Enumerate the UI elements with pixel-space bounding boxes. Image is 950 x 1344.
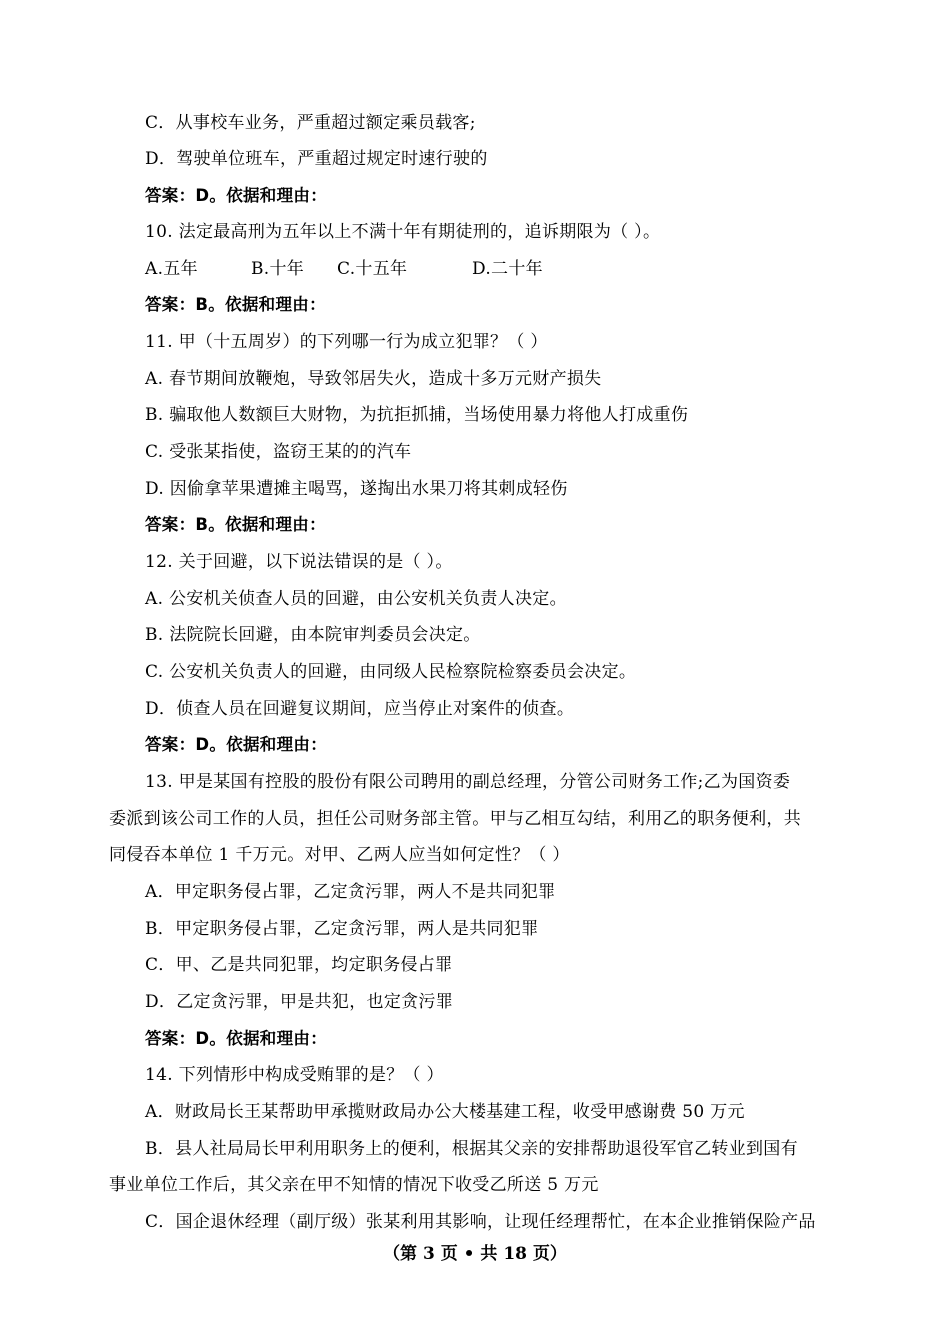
- option-line: C. 受张某指使，盗窃王某的的汽车: [145, 442, 412, 462]
- option-line: C．国企退休经理（副厅级）张某利用其影响，让现任经理帮忙，在本企业推销保险产品: [145, 1212, 816, 1232]
- answer-line: 答案：D。依据和理由：: [145, 1029, 327, 1048]
- answer-line: 答案：D。依据和理由：: [145, 186, 327, 205]
- option-line: D. 因偷拿苹果遭摊主喝骂，遂掏出水果刀将其刺成轻伤: [145, 479, 568, 499]
- option-line: A. 公安机关侦查人员的回避，由公安机关负责人决定。: [145, 589, 567, 609]
- option-line: A．财政局长王某帮助甲承揽财政局办公大楼基建工程，收受甲感谢费 50 万元: [145, 1102, 745, 1122]
- answer-line: 答案：B。依据和理由：: [145, 295, 326, 314]
- option-d: D.二十年: [472, 259, 543, 279]
- option-line: C. 公安机关负责人的回避，由同级人民检察院检察委员会决定。: [145, 662, 637, 682]
- option-line: B．县人社局局长甲利用职务上的便利，根据其父亲的安排帮助退役军官乙转业到国有: [145, 1139, 798, 1159]
- question-line: 同侵吞本单位 1 千万元。对甲、乙两人应当如何定性？（ ）: [109, 845, 570, 865]
- option-line: B. 法院院长回避，由本院审判委员会决定。: [145, 625, 481, 645]
- question-line: 13. 甲是某国有控股的股份有限公司聘用的副总经理，分管公司财务工作;乙为国资委: [145, 772, 791, 792]
- option-b: B.十年: [251, 259, 305, 279]
- answer-line: 答案：B。依据和理由：: [145, 515, 326, 534]
- option-a: A.五年: [145, 259, 198, 279]
- option-c: C.十五年: [337, 259, 408, 279]
- page-number-footer: （第 3 页 • 共 18 页）: [383, 1244, 567, 1264]
- answer-line: 答案：D。依据和理由：: [145, 735, 327, 754]
- question-line: 10. 法定最高刑为五年以上不满十年有期徒刑的，追诉期限为（ ）。: [145, 222, 661, 242]
- option-line: D．驾驶单位班车，严重超过规定时速行驶的: [145, 149, 488, 169]
- question-line: 12. 关于回避，以下说法错误的是（ ）。: [145, 552, 453, 572]
- option-line: D．乙定贪污罪，甲是共犯，也定贪污罪: [145, 992, 454, 1012]
- question-line: 14. 下列情形中构成受贿罪的是？（ ）: [145, 1065, 444, 1085]
- option-line: A. 春节期间放鞭炮，导致邻居失火，造成十多万元财产损失: [145, 369, 602, 389]
- option-line: A．甲定职务侵占罪，乙定贪污罪，两人不是共同犯罪: [145, 882, 556, 902]
- option-line: B. 骗取他人数额巨大财物，为抗拒抓捕，当场使用暴力将他人打成重伤: [145, 405, 689, 425]
- option-line: 事业单位工作后，其父亲在甲不知情的情况下收受乙所送 5 万元: [109, 1175, 599, 1195]
- option-line: C．甲、乙是共同犯罪，均定职务侵占罪: [145, 955, 453, 975]
- question-line: 委派到该公司工作的人员，担任公司财务部主管。甲与乙相互勾结，利用乙的职务便利，共: [109, 809, 801, 829]
- option-line: C．从事校车业务，严重超过额定乘员载客;: [145, 113, 476, 133]
- option-line: B．甲定职务侵占罪，乙定贪污罪，两人是共同犯罪: [145, 919, 539, 939]
- question-line: 11. 甲（十五周岁）的下列哪一行为成立犯罪？（ ）: [145, 332, 548, 352]
- option-line: D．侦查人员在回避复议期间，应当停止对案件的侦查。: [145, 699, 575, 719]
